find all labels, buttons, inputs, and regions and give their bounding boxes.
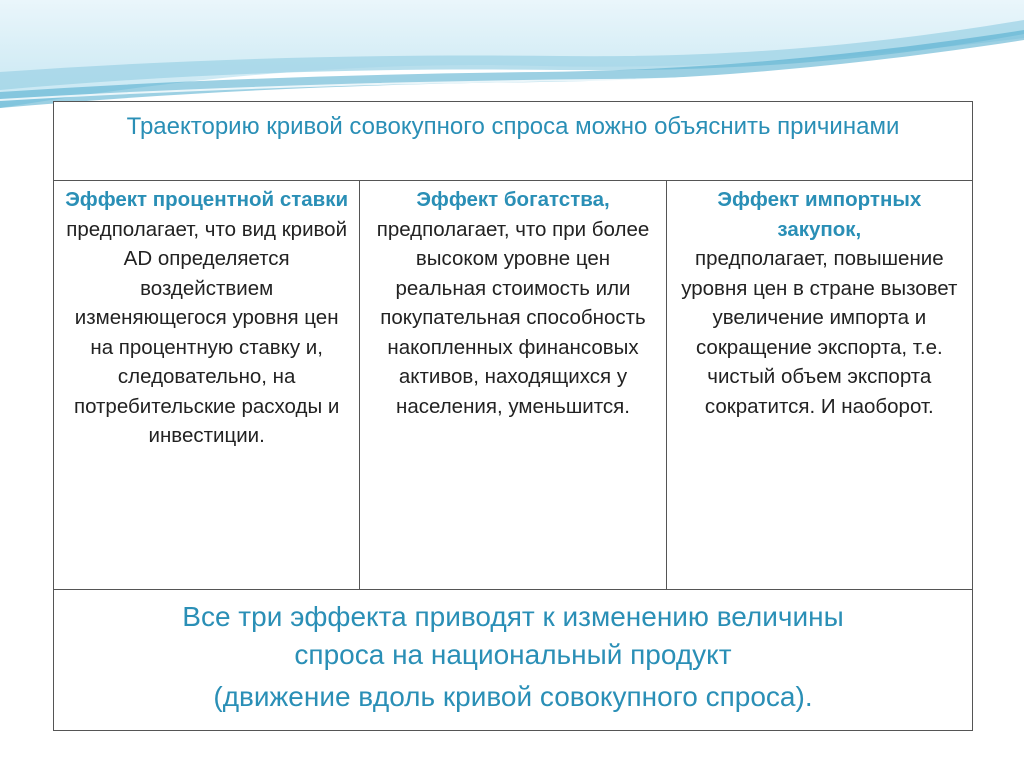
summary-cell <box>54 590 973 731</box>
effect-body: предполагает, что вид кривой AD определяется воздействием изменяющегося уровня цен на процентную ставку и, следовательно, на потребительские расходы и инвестиции. <box>66 217 348 447</box>
effect-title: Эффект процентной ставки <box>65 188 349 211</box>
summary-row <box>54 590 973 731</box>
effects-row <box>54 181 973 590</box>
effect-title: Эффект импортных закупок, <box>717 188 922 241</box>
table-title: Траекторию кривой совокупного спроса можно объяснить причинами <box>126 113 900 140</box>
effect-cell-wealth <box>360 181 666 590</box>
effect-title: Эффект богатства, <box>416 188 610 211</box>
table-title-cell <box>54 102 973 181</box>
summary-line-1: Все три эффекта приводят к изменению величины <box>182 601 844 632</box>
summary-line-3: (движение вдоль кривой совокупного спроса). <box>213 681 813 712</box>
summary-line-2: спроса на национальный продукт <box>294 639 732 670</box>
effect-body: предполагает, что при более высоком уровне цен реальная стоимость или покупательная способность накопленных финансовых активов, находящихся у населения, уменьшится. <box>376 217 650 418</box>
effect-cell-import-purchases <box>666 181 972 590</box>
effect-body: предполагает, повышение уровня цен в стране вызовет увеличение импорта и сокращение экспорта, т.е. чистый объем экспорта сократится. И наоборот. <box>681 247 958 418</box>
effect-cell-interest-rate <box>54 181 360 590</box>
effects-table <box>53 101 973 731</box>
table-title-row <box>54 102 973 181</box>
